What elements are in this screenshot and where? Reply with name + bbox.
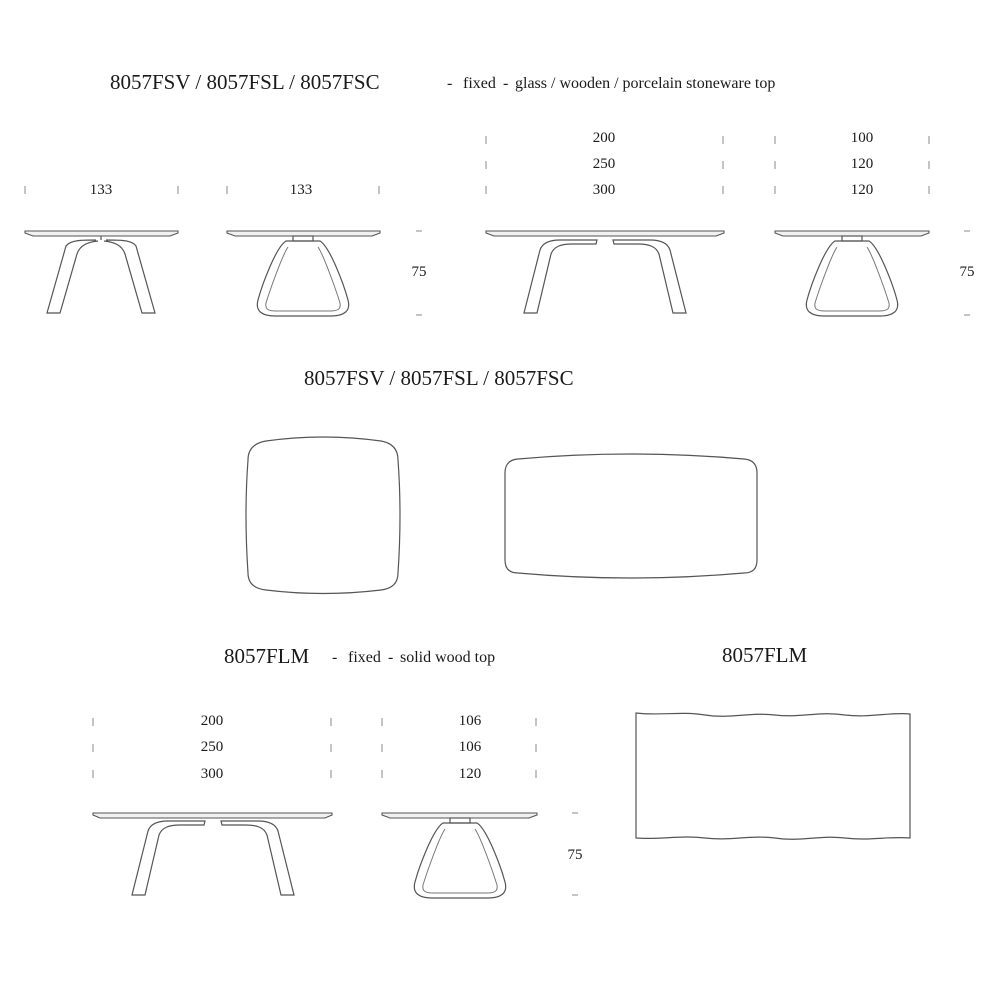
- flm-height-label: 75: [567, 847, 583, 863]
- flm-depth-106-a: 106: [458, 713, 482, 729]
- flm-dash-2: -: [388, 649, 394, 666]
- oval-depth-120-a: 120: [850, 156, 874, 172]
- flm-height-ticks: [572, 813, 578, 895]
- round-table-front-elevation: [25, 231, 178, 313]
- flm-table-front-elevation: [93, 813, 332, 895]
- oval-depth-120-b: 120: [850, 182, 874, 198]
- subtitle-dash-1: -: [447, 75, 453, 92]
- section-3-title: 8057FLM: [224, 644, 310, 668]
- subtitle-dash-2: -: [503, 75, 509, 92]
- oval-table-plan-view: [505, 454, 757, 578]
- round-front-width-ticks: [25, 186, 178, 194]
- oval-depth-100: 100: [850, 130, 874, 146]
- section-2-title: 8057FSV / 8057FSL / 8057FSC: [304, 366, 574, 390]
- oval-table-side-elevation: [775, 231, 929, 316]
- round-table-side-elevation: [227, 231, 380, 316]
- flm-plan-title: 8057FLM: [722, 643, 808, 667]
- flm-depth-120: 120: [458, 766, 482, 782]
- round-side-width-ticks: [227, 186, 379, 194]
- section-1-title: 8057FSV / 8057FSL / 8057FSC: [110, 70, 380, 94]
- round-side-width-label: 133: [289, 182, 313, 198]
- subtitle-fixed: fixed: [463, 75, 496, 92]
- oval-height-ticks: [964, 231, 970, 315]
- round-table-plan-view: [246, 437, 400, 594]
- oval-table-front-elevation: [486, 231, 724, 313]
- round-front-width-label: 133: [89, 182, 113, 198]
- flm-fixed: fixed: [348, 649, 381, 666]
- oval-height-label: 75: [959, 264, 975, 280]
- oval-length-250: 250: [592, 156, 616, 172]
- flm-top-type: solid wood top: [400, 649, 496, 666]
- flm-depth-106-b: 106: [458, 739, 482, 755]
- oval-length-300: 300: [592, 182, 616, 198]
- round-height-ticks: [416, 231, 422, 315]
- round-height-label: 75: [411, 264, 427, 280]
- flm-dash-1: -: [332, 649, 338, 666]
- flm-length-ticks: [93, 718, 331, 778]
- flm-length-250: 250: [200, 739, 224, 755]
- flm-table-plan-view: [636, 713, 910, 839]
- flm-length-300: 300: [200, 766, 224, 782]
- oval-length-200: 200: [592, 130, 616, 146]
- oval-depth-ticks: [775, 136, 929, 194]
- flm-depth-ticks: [382, 718, 536, 778]
- oval-length-ticks: [486, 136, 723, 194]
- subtitle-tops: glass / wooden / porcelain stoneware top: [515, 75, 776, 92]
- flm-length-200: 200: [200, 713, 224, 729]
- flm-table-side-elevation: [382, 813, 537, 898]
